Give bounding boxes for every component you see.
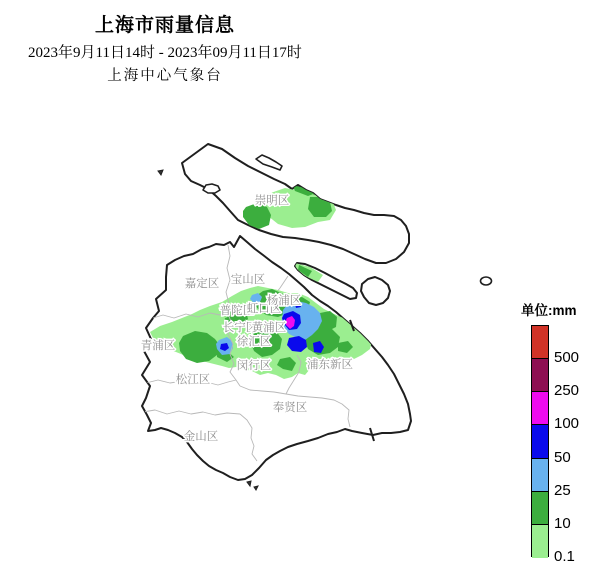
legend-unit-title: 单位:mm bbox=[521, 303, 577, 318]
hengsha-island-outline bbox=[361, 277, 390, 305]
district-label-qingpu: 青浦区 bbox=[140, 340, 176, 352]
district-label-fengxian: 奉贤区 bbox=[272, 402, 308, 414]
legend-swatch-10 bbox=[532, 492, 548, 525]
legend-label-100: 100 bbox=[554, 415, 580, 432]
district-label-jinshan: 金山区 bbox=[183, 431, 219, 443]
district-label-xuhui: 徐汇区 bbox=[236, 336, 272, 348]
district-label-songjiang: 松江区 bbox=[175, 374, 211, 386]
district-label-baoshan: 宝山区 bbox=[230, 274, 266, 286]
district-label-huangpu: 黄浦区 bbox=[251, 322, 287, 334]
jinshan-islet-1 bbox=[247, 481, 251, 486]
agency-source: 上海中心气象台 bbox=[107, 68, 223, 84]
offshore-oval-island bbox=[481, 277, 492, 285]
west-small-island-outline bbox=[203, 184, 220, 193]
district-label-minhang: 闵行区 bbox=[236, 360, 272, 372]
legend-swatch-500 bbox=[532, 326, 548, 359]
legend-label-10: 10 bbox=[554, 515, 571, 532]
district-label-pudong: 浦东新区 bbox=[307, 359, 353, 371]
legend-color-bar bbox=[531, 325, 549, 557]
time-period: 2023年9月11日14时 - 2023年09月11日17时 bbox=[28, 45, 302, 61]
legend-label-0.1: 0.1 bbox=[554, 548, 575, 565]
district-label-changning: 长宁区 bbox=[222, 322, 258, 334]
legend-label-50: 50 bbox=[554, 449, 571, 466]
page-title: 上海市雨量信息 bbox=[94, 15, 235, 36]
legend-swatch-0.1 bbox=[532, 525, 548, 558]
legend-label-25: 25 bbox=[554, 482, 571, 499]
district-label-chongming: 崇明区 bbox=[254, 195, 290, 207]
legend-swatch-250 bbox=[532, 359, 548, 392]
district-label-yangpu: 杨浦区 bbox=[266, 295, 302, 307]
legend-swatch-50 bbox=[532, 425, 548, 458]
district-label-putuo: 普陀区 bbox=[219, 305, 255, 317]
jinshan-islet-2 bbox=[254, 486, 258, 490]
district-label-hongkou: 虹口区 bbox=[246, 303, 282, 315]
legend-label-500: 500 bbox=[554, 349, 580, 366]
legend-swatch-25 bbox=[532, 459, 548, 492]
district-label-jiading: 嘉定区 bbox=[184, 278, 220, 290]
legend-label-250: 250 bbox=[554, 382, 580, 399]
sliver-island-outline bbox=[256, 155, 282, 170]
tiny-islet-west bbox=[158, 170, 163, 175]
legend-swatch-100 bbox=[532, 392, 548, 425]
